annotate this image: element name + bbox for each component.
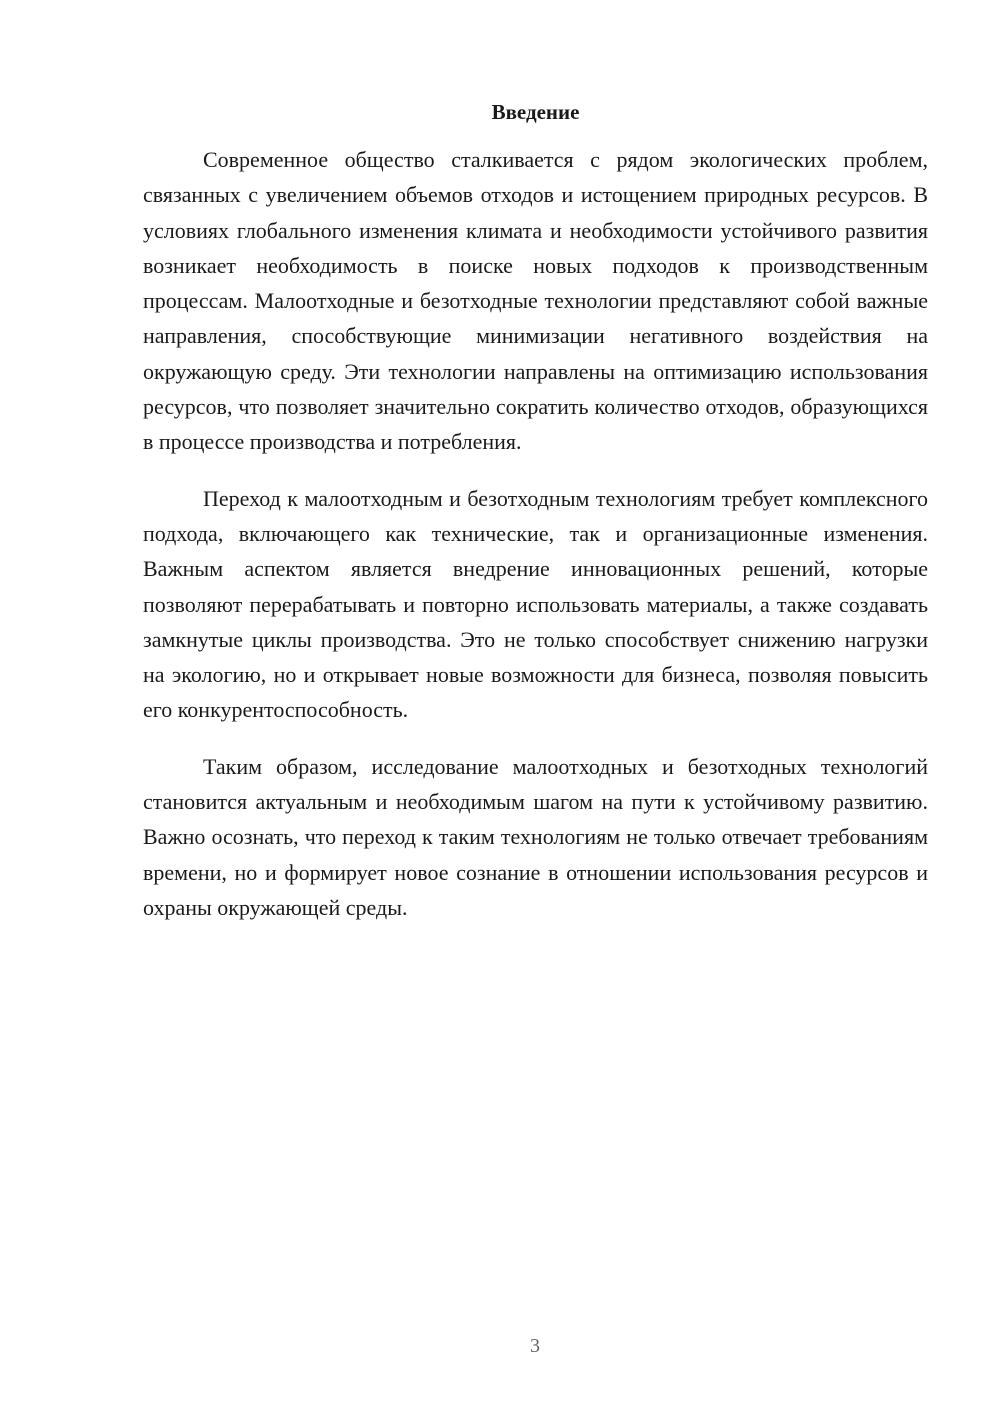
body-text (143, 142, 928, 946)
page-number: 3 (530, 1335, 540, 1357)
paragraph-2: Переход к малоотходным и безотходным технологиям требует комплексного подхода, включающего как технические, так и организационные изменения. Важным аспектом является внедрение инновационных решений, которые позволяют перерабатывать и повторно использовать материалы, а также создавать замкнутые циклы производства. Это не только способствует снижению нагрузки на экологию, но и открывает новые возможности для бизнеса, позволяя повысить его конкурентоспособность. (143, 485, 928, 723)
paragraph-1: Современное общество сталкивается с рядом экологических проблем, связанных с увеличением объемов отходов и истощением природных ресурсов. В условиях глобального изменения климата и необходимости устойчивого развития возникает необходимость в поиске новых подходов к производственным процессам. Малоотходные и безотходные технологии представляют собой важные направления, способствующие минимизации негативного воздействия на окружающую среду. Эти технологии направлены на оптимизацию использования ресурсов, что позволяет значительно сократить количество отходов, образующихся в процессе производства и потребления. (143, 147, 928, 455)
paragraph-3: Таким образом, исследование малоотходных и безотходных технологий становится актуальным и необходимым шагом на пути к устойчивому развитию. Важно осознать, что переход к таким технологиям не только отвечает требованиям времени, но и формирует новое сознание в отношении использования ресурсов и охраны окружающей среды. (143, 753, 928, 920)
section-heading: Введение (491, 100, 580, 124)
